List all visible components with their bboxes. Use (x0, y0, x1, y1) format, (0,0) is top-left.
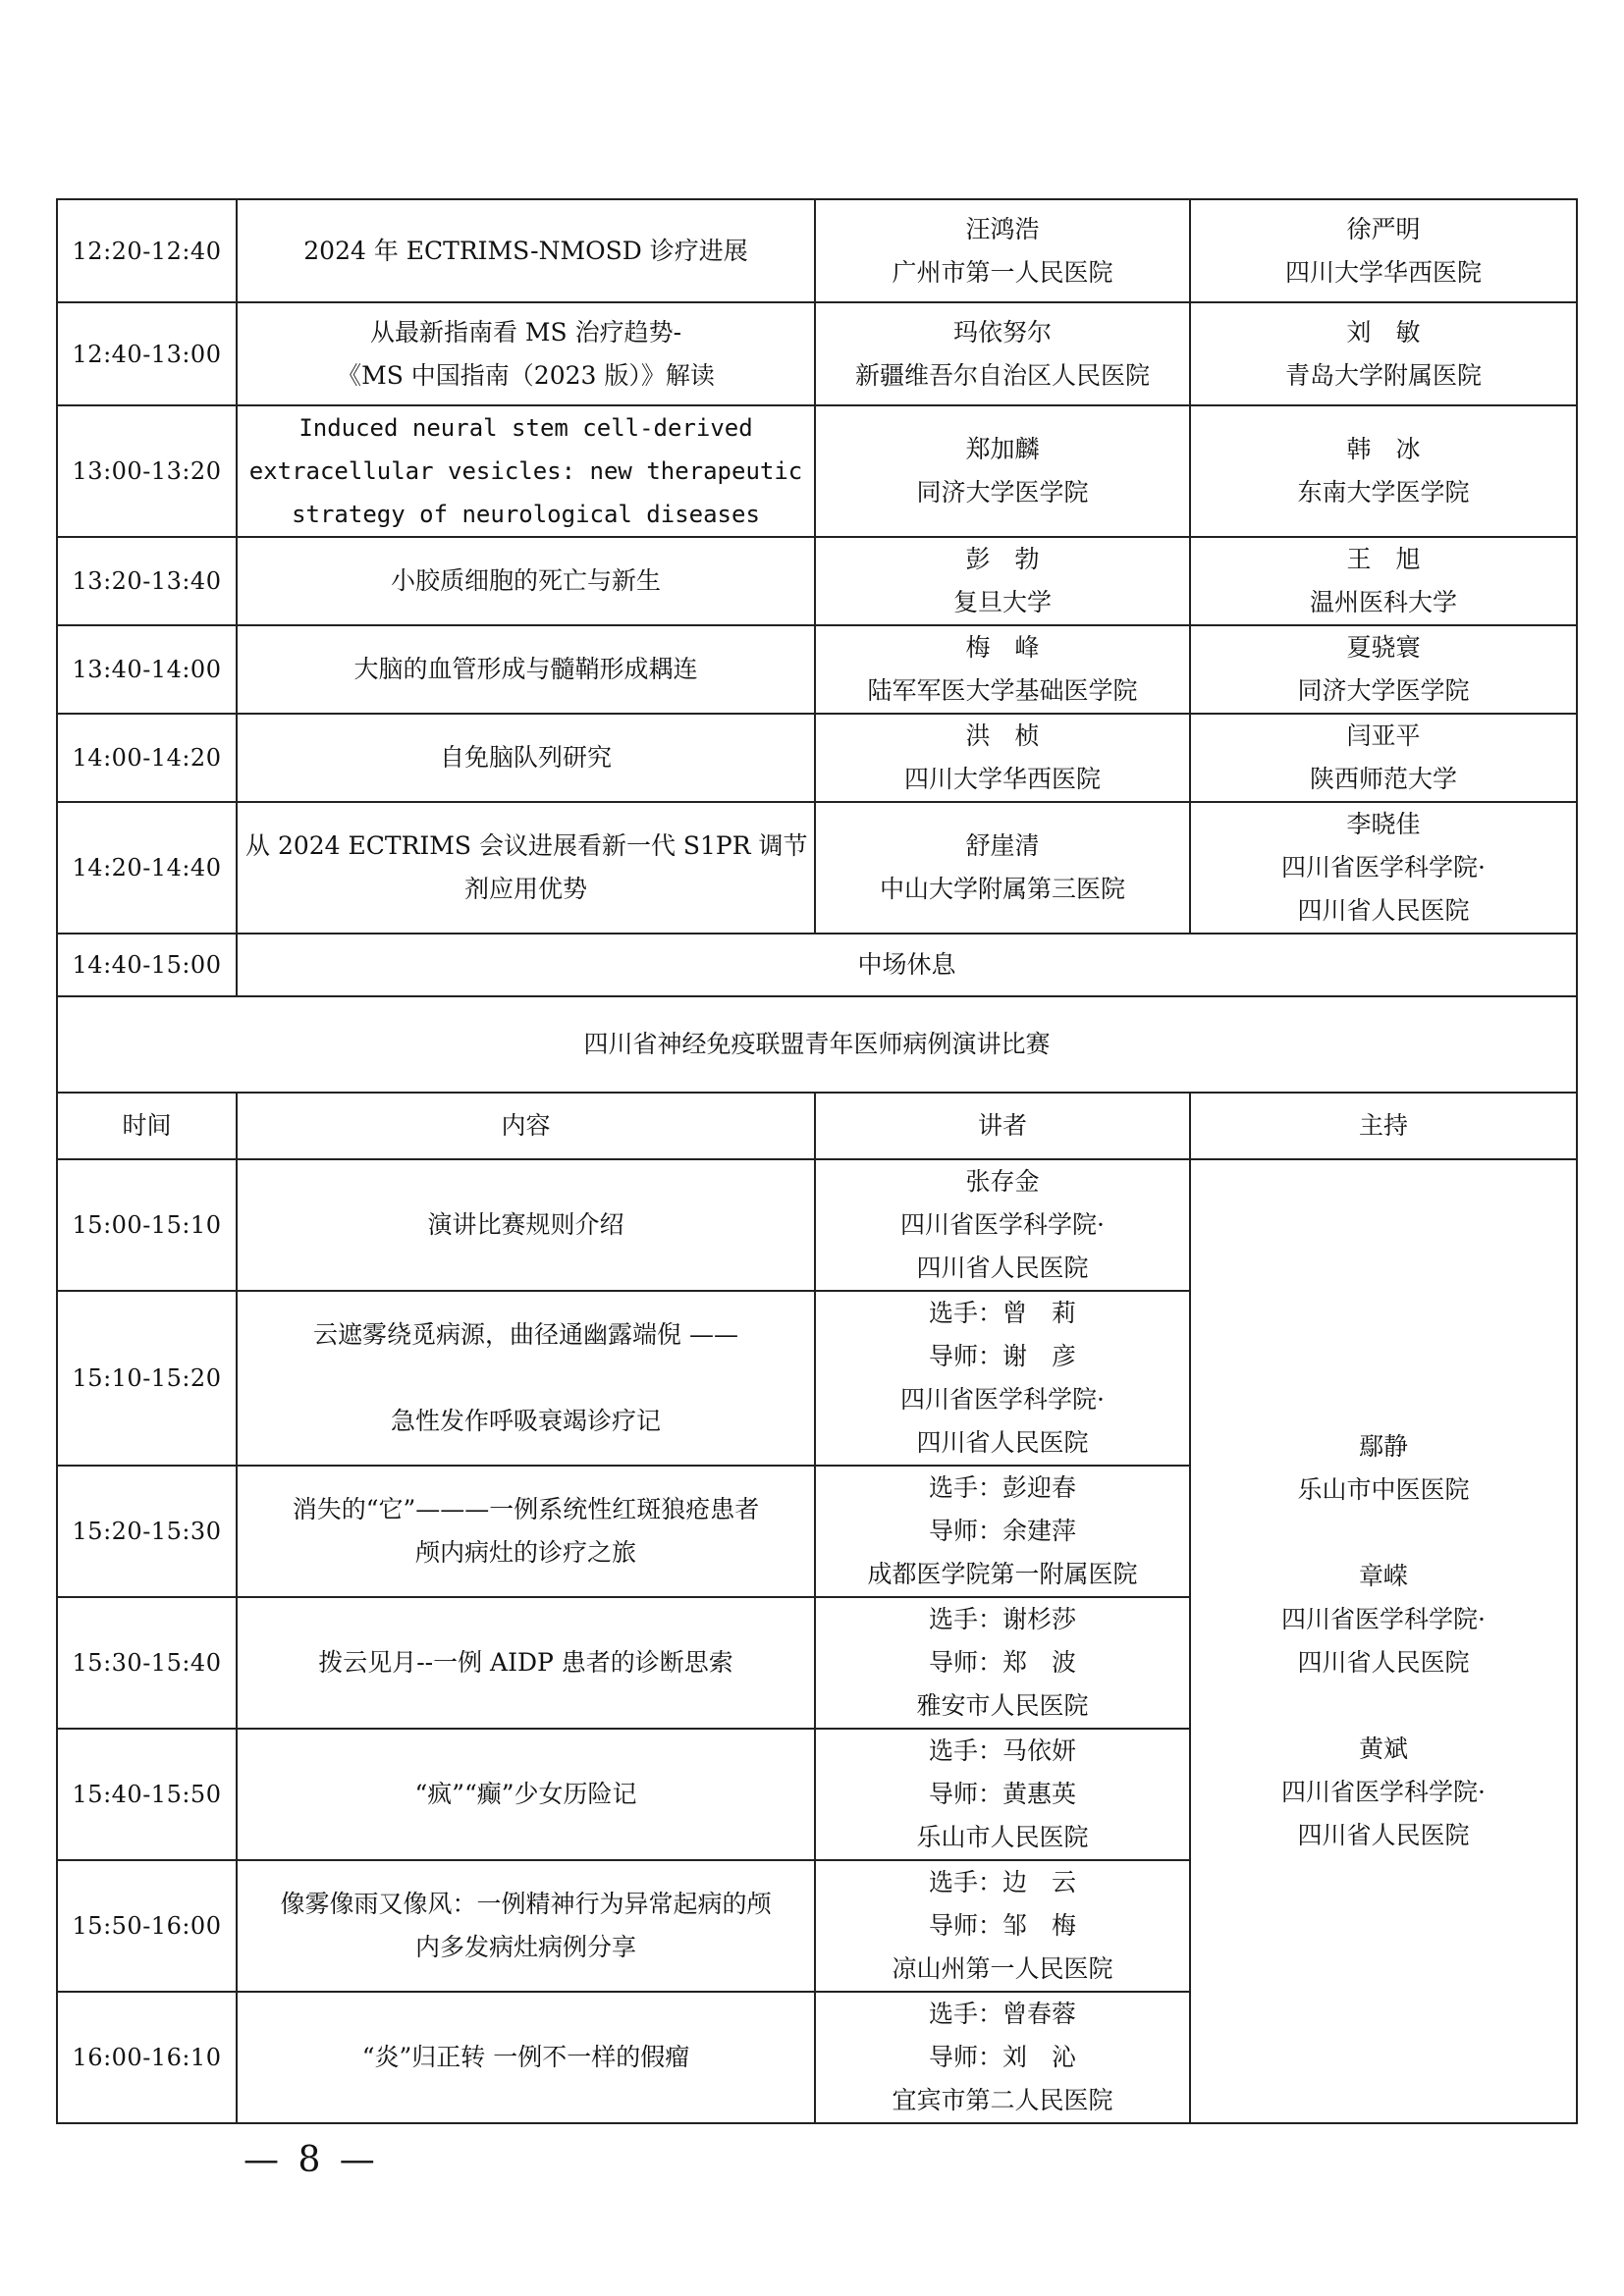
host-name: 鄢静 (1358, 1432, 1408, 1461)
time-cell: 15:50-16:00 (57, 1860, 237, 1992)
host-cell: 徐严明 四川大学华西医院 (1190, 199, 1577, 302)
table-row (57, 302, 1577, 405)
speaker-cell: 选手：曾 莉 导师：谢 彦 四川省医学科学院· 四川省人民医院 (815, 1291, 1190, 1466)
content-cell: 演讲比赛规则介绍 (237, 1159, 815, 1291)
host-cell: 韩 冰 东南大学医学院 (1190, 405, 1577, 537)
speaker-cell: 选手：马依妍 导师：黄惠英 乐山市人民医院 (815, 1729, 1190, 1860)
content-cell: 云遮雾绕觅病源，曲径通幽露端倪 —— 急性发作呼吸衰竭诊疗记 (237, 1291, 815, 1466)
time-cell: 14:00-14:20 (57, 714, 237, 802)
page-number: — 8 — (244, 2140, 379, 2180)
speaker-cell: 选手：边 云 导师：邹 梅 凉山州第一人民医院 (815, 1860, 1190, 1992)
time-cell: 15:20-15:30 (57, 1466, 237, 1597)
speaker-cell: 汪鸿浩 广州市第一人民医院 (815, 199, 1190, 302)
speaker-cell: 梅 峰 陆军军医大学基础医学院 (815, 625, 1190, 714)
section-title: 四川省神经免疫联盟青年医师病例演讲比赛 (57, 996, 1577, 1093)
time-cell: 15:10-15:20 (57, 1291, 237, 1466)
time-cell: 13:20-13:40 (57, 537, 237, 625)
speaker-cell: 洪 桢 四川大学华西医院 (815, 714, 1190, 802)
break-label: 中场休息 (237, 934, 1577, 996)
content-cell: 从 2024 ECTRIMS 会议进展看新一代 S1PR 调节 剂应用优势 (237, 802, 815, 934)
header-content: 内容 (237, 1093, 815, 1159)
content-cell: 自免脑队列研究 (237, 714, 815, 802)
host-cell: 王 旭 温州医科大学 (1190, 537, 1577, 625)
speaker-cell: 选手：谢杉莎 导师：郑 波 雅安市人民医院 (815, 1597, 1190, 1729)
host-cell: 闫亚平 陕西师范大学 (1190, 714, 1577, 802)
header-host: 主持 (1190, 1093, 1577, 1159)
content-cell: 小胶质细胞的死亡与新生 (237, 537, 815, 625)
table-row (57, 714, 1577, 802)
time-cell: 15:00-15:10 (57, 1159, 237, 1291)
speaker-cell: 选手：曾春蓉 导师：刘 沁 宜宾市第二人民医院 (815, 1992, 1190, 2123)
speaker-cell: 玛依努尔 新疆维吾尔自治区人民医院 (815, 302, 1190, 405)
content-cell: 大脑的血管形成与髓鞘形成耦连 (237, 625, 815, 714)
content-cell: “炎”归正转 一例不一样的假瘤 (237, 1992, 815, 2123)
speaker-cell: 张存金 四川省医学科学院· 四川省人民医院 (815, 1159, 1190, 1291)
section-title-row (57, 996, 1577, 1093)
header-speaker: 讲者 (815, 1093, 1190, 1159)
time-cell: 12:20-12:40 (57, 199, 237, 302)
break-row (57, 934, 1577, 996)
time-cell: 16:00-16:10 (57, 1992, 237, 2123)
time-cell: 14:40-15:00 (57, 934, 237, 996)
time-cell: 13:00-13:20 (57, 405, 237, 537)
content-cell: 消失的“它”———一例系统性红斑狼疮患者 颅内病灶的诊疗之旅 (237, 1466, 815, 1597)
table-row (57, 537, 1577, 625)
table-row (57, 802, 1577, 934)
time-cell: 12:40-13:00 (57, 302, 237, 405)
content-cell: Induced neural stem cell-derived extracellular vesicles: new therapeutic strategy of neurological diseases (237, 405, 815, 537)
table-row (57, 1159, 1577, 1291)
speaker-cell: 郑加麟 同济大学医学院 (815, 405, 1190, 537)
host-name: 章嵘 (1358, 1562, 1408, 1590)
content-cell: “疯”“癫”少女历险记 (237, 1729, 815, 1860)
content-cell: 像雾像雨又像风：一例精神行为异常起病的颅 内多发病灶病例分享 (237, 1860, 815, 1992)
host-cell-merged: 鄢静 乐山市中医医院 章嵘 四川省医学科学院· 四川省人民医院 黄斌 四川省医学科学院· 四川省人民医院 (1190, 1159, 1577, 2123)
speaker-cell: 舒崖清 中山大学附属第三医院 (815, 802, 1190, 934)
header-row (57, 1093, 1577, 1159)
host-cell: 夏骁寰 同济大学医学院 (1190, 625, 1577, 714)
time-cell: 14:20-14:40 (57, 802, 237, 934)
table-row (57, 199, 1577, 302)
speaker-cell: 彭 勃 复旦大学 (815, 537, 1190, 625)
time-cell: 13:40-14:00 (57, 625, 237, 714)
content-cell: 2024 年 ECTRIMS-NMOSD 诊疗进展 (237, 199, 815, 302)
host-name: 黄斌 (1358, 1735, 1408, 1763)
host-cell: 李晓佳 四川省医学科学院· 四川省人民医院 (1190, 802, 1577, 934)
table-row (57, 625, 1577, 714)
header-time: 时间 (57, 1093, 237, 1159)
schedule-table (56, 198, 1578, 2124)
time-cell: 15:40-15:50 (57, 1729, 237, 1860)
content-cell: 拨云见月--一例 AIDP 患者的诊断思索 (237, 1597, 815, 1729)
speaker-cell: 选手：彭迎春 导师：余建萍 成都医学院第一附属医院 (815, 1466, 1190, 1597)
time-cell: 15:30-15:40 (57, 1597, 237, 1729)
table-row (57, 405, 1577, 537)
host-cell: 刘 敏 青岛大学附属医院 (1190, 302, 1577, 405)
content-cell: 从最新指南看 MS 治疗趋势- 《MS 中国指南（2023 版）》解读 (237, 302, 815, 405)
